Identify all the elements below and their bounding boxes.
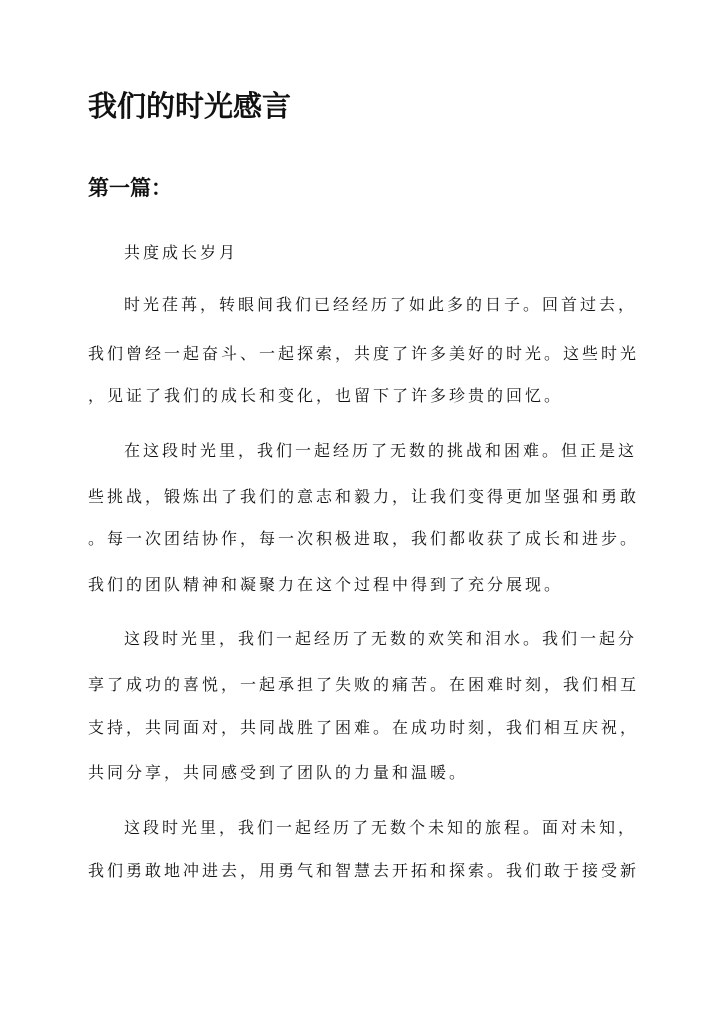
subtitle-line: 共度成长岁月: [124, 243, 239, 262]
paragraph-line: 支持，共同面对，共同战胜了困难。在成功时刻，我们相互庆祝，: [88, 718, 640, 737]
paragraph-line: 这段时光里，我们一起经历了无数的欢笑和泪水。我们一起分: [124, 629, 638, 648]
paragraph-line: 时光荏苒，转眼间我们已经经历了如此多的日子。回首过去，: [124, 295, 638, 314]
document-title: 我们的时光感言: [88, 89, 292, 123]
paragraph-line: 我们曾经一起奋斗、一起探索，共度了许多美好的时光。这些时光: [88, 344, 640, 363]
paragraph-line: 我们的团队精神和凝聚力在这个过程中得到了充分展现。: [88, 575, 564, 594]
paragraph-line: 在这段时光里，我们一起经历了无数的挑战和困难。但正是这: [124, 441, 638, 460]
paragraph-line: 享了成功的喜悦，一起承担了失败的痛苦。在困难时刻，我们相互: [88, 675, 640, 694]
paragraph-line: 些挑战，锻炼出了我们的意志和毅力，让我们变得更加坚强和勇敢: [88, 487, 640, 506]
paragraph-line: 共同分享，共同感受到了团队的力量和温暖。: [88, 763, 469, 782]
section-heading: 第一篇：: [88, 175, 172, 200]
paragraph-line: 。每一次团结协作，每一次积极进取，我们都收获了成长和进步。: [88, 529, 640, 548]
paragraph-line: 这段时光里，我们一起经历了无数个未知的旅程。面对未知，: [124, 818, 638, 837]
paragraph-line: ，见证了我们的成长和变化，也留下了许多珍贵的回忆。: [88, 386, 564, 405]
paragraph-line: 我们勇敢地冲进去，用勇气和智慧去开拓和探索。我们敢于接受新: [88, 861, 640, 880]
